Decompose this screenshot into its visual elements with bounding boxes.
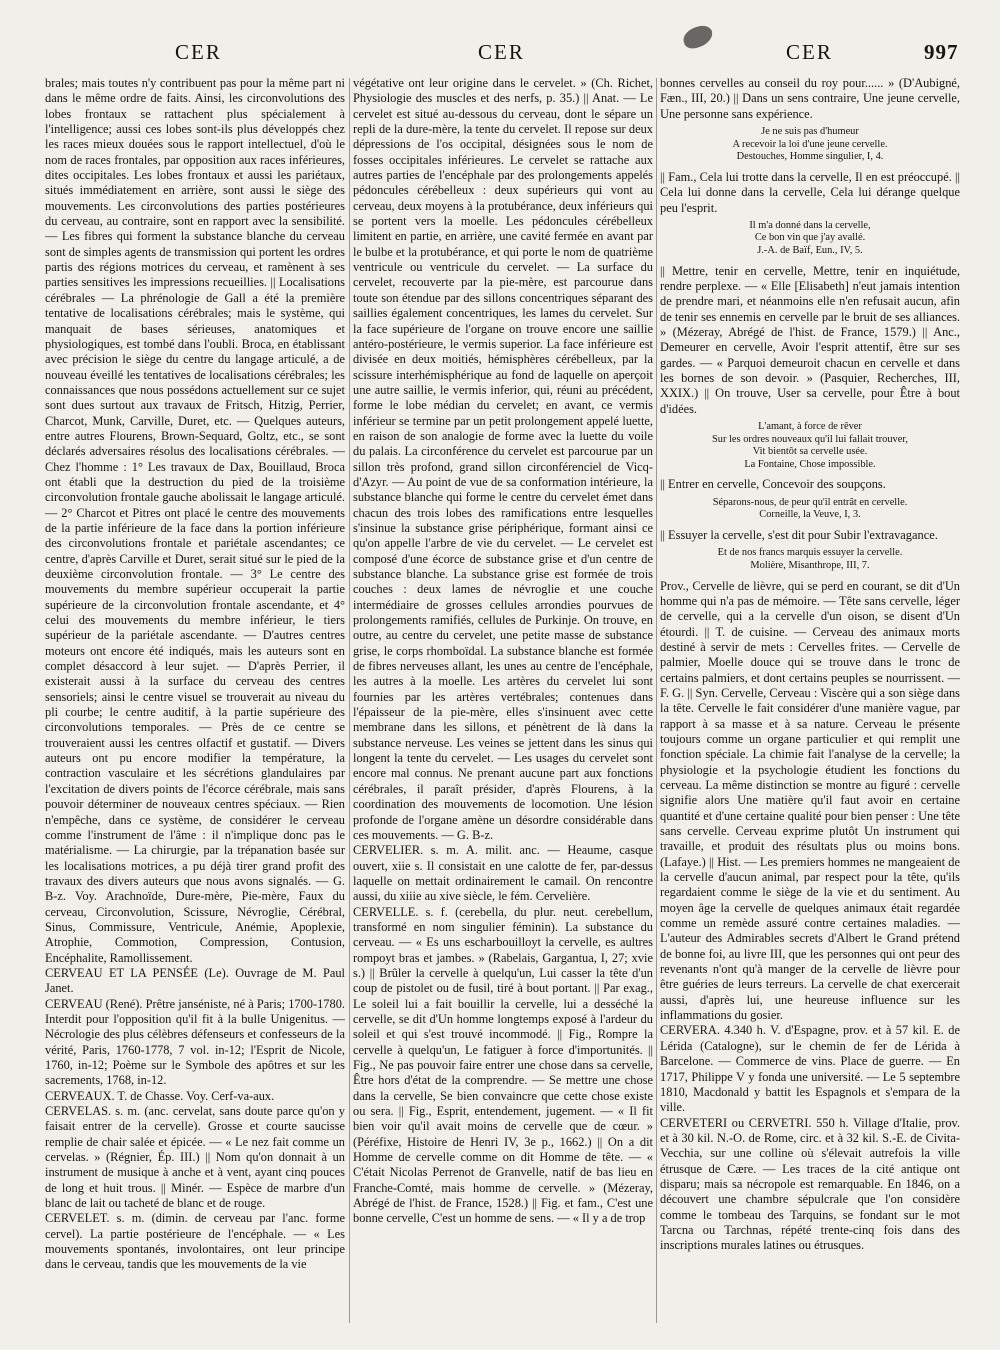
quote-line: Je ne suis pas d'humeur <box>761 126 859 138</box>
quote-attribution: Destouches, Homme singulier, I, 4. <box>736 151 884 163</box>
text-column-3 <box>660 76 960 1326</box>
entry-paragraph: végétative ont leur origine dans le cervelet. » (Ch. Richet, Physiologie des muscles et des nerfs, p. 35.) || Anat. — Le cervelet est situé au-dessous du cerveau, dont le sépare un repli de la dure-mère, la tente du cervelet. Il repose sur deux dépressions de l'os occipital, désignées sous le nom de fosses occipitales inférieures. Le cervelet se rattache aux autres parties de l'encéphale par des prolongements appelés pédoncules cérébelleux : deux supérieurs qui vont au cerveau, deux moyens à la protubérance, deux inférieurs qui se portent vers la moelle. Les pédoncules cérébelleux limitent en partie, en arrière, une cavité fermée en avant par le bulbe et la protubérance, et qui porte le nom de quatrième ventricule ou ventricule du cervelet. — La surface du cervelet, recouverte par la pie-mère, est parcourue dans toute son étendue par des sillons concentriques séparant des saillies également concentriques, les lames du cervelet. Sur la face supérieure de l'organe on trouve encore une saillie antéro-postérieure, le vermis superior. La face inférieure est divisée en deux moitiés, hémisphères cérébelleux, par la scissure interhémisphérique au fond de laquelle on aperçoit une autre saillie, le vermis inferior, qui, réuni au précédent, forme le lobe médian du cervelet; en avant, ce vermis inférieur se termine par un petit prolongement appelé luette, en raison de son analogie de forme avec la luette du voile du palais. La circonférence du cervelet est parcourue par un sillon très profond, grand sillon circonférenciel de Vicq-d'Azyr. — Au point de vue de sa conformation intérieure, la substance blanche qui forme le centre du cervelet émet dans chacun des trois lobes des ramifications entre lesquelles s'insinue la substance grise périphérique, formant ainsi ce qu'on appelle l'arbre de vie du cervelet. — Le cervelet est composé d'une écorce de substance grise et d'un centre de substance blanche. La substance grise est formée de trois couches : deux lames de névroglie et une couche intermédiaire de grosses cellules arrondies pourvues de prolongements ramifiés, cellules de Purkinje. On trouve, en outre, au centre du cervelet, une petite masse de substance grise, le corps rhomboïdal. La substance blanche est formée de fibres nerveuses allant, les unes au centre de l'encéphale, les autres à la moelle. Les artères du cervelet lui sont fournies par les artères vertébrales; contenues dans l'épaisseur de la pie-mère, elles s'insinuent avec cette membrane dans les sillons, et pénètrent de là dans la substance nerveuse. Les veines se jettent dans les sinus qui longent la tente du cervelet. — Les usages du cervelet sont encore mal connus. Ne prenant aucune part aux fonctions cérébrales, il paraît présider, d'après Flourens, à la coordination des mouvements de locomotion. Une lésion profonde de l'organe amène un désordre considérable dans ces mouvements. — G. B-z. <box>353 76 653 842</box>
column-divider <box>656 78 657 1323</box>
verse-quotation <box>660 547 960 572</box>
entry-paragraph: CERVEAU ET LA PENSÉE (Le). Ouvrage de M. Paul Janet. <box>45 965 345 996</box>
text-column-1 <box>45 76 345 1326</box>
column-divider <box>349 78 350 1323</box>
verse-quotation <box>660 421 960 471</box>
quote-attribution: Corneille, la Veuve, I, 3. <box>759 509 861 521</box>
running-head-left: CER <box>175 40 222 64</box>
entry-paragraph: CERVELLE. s. f. (cerebella, du plur. neut. cerebellum, transformé en nom singulier féminin). La substance du cerveau. — « Es uns escharbouilloyt la cervelle, es aultres rompoyt bras et jambes. » (Rabelais, Gargantua, I, 27; xvie s.) || Brûler la cervelle à quelqu'un, Lui casser la tête d'un coup de pistolet ou de fusil, tiré à bout portant. || Par exag., Le soleil lui a fait bouillir la cervelle, lui a desséché la cervelle, se dit d'Un homme longtemps exposé à l'ardeur du soleil et qui s'est trouvé incommodé. || Fig., Rompre la cervelle à quelqu'un, Le fatiguer à force d'importunités. || Fig., Ne pas pouvoir faire entrer une chose dans sa cervelle, Être hors d'état de la comprendre. — Se mettre une chose dans la cervelle, Se bien convaincre que cette chose existe ou sera. || Fig., Esprit, entendement, jugement. — « Il fit bien voir qu'il avait moins de cervelle que de cœur. » (Péréfixe, Histoire de Henri IV, 3e p., 1662.) || On a dit Homme de cervelle comme on dit Homme de tête. — « C'était Nicolas Perrenot de Granvelle, natif de bas lieu en Franche-Comté, mais homme de cervelle. » (Mézeray, Abrégé de l'hist. de France, 1528.) || Fig. et fam., C'est une bonne cervelle, C'est un homme de sens. — « Il y a de trop <box>353 904 653 1226</box>
text-column-2 <box>353 76 653 1326</box>
quote-line: A recevoir la loi d'une jeune cervelle. <box>732 138 888 150</box>
entry-paragraph: CERVEAUX. T. de Chasse. Voy. Cerf-va-aux. <box>45 1088 275 1103</box>
quote-line: Et de nos francs marquis essuyer la cervelle. <box>717 547 903 559</box>
entry-paragraph: CERVERA. 4.340 h. V. d'Espagne, prov. et à 57 kil. E. de Lérida (Catalogne), sur le chemin de fer de Lérida à Barcelone. — Commerce de vins. Place de guerre. — En 1717, Philippe V y fonda une université. — Le 5 septembre 1810, Macdonald y battit les Espagnols et s'empara de la ville. <box>660 1023 960 1115</box>
entry-paragraph: Prov., Cervelle de lièvre, qui se perd en courant, se dit d'Un homme qui n'a pas de mémoire. — Tête sans cervelle, léger de cervelle, qui a la cervelle d'un oison, se disent d'Un étourdi. || T. de cuisine. — Cerveau des animaux morts destiné à servir de mets : Cervelles frites. — Cervelle de palmier, Moelle douce qui se trouve dans le tronc de certains palmiers, et dont certains peuples se nourrissent. — F. G. || Syn. Cervelle, Cerveau : Viscère qui a son siège dans la tête. Cervelle le fait considérer d'une manière vague, par rapport à sa masse et à sa nature. Cerveau le présente toujours comme un organe particulier et qui remplit une fonction spéciale. La chimie fait l'analyse de la cervelle; la physiologie et la psychologie étudient les fonctions du cerveau. La même distinction se montre au figuré : cervelle signifie alors Une matière qu'il faut avoir en certaine quantité et d'une certaine qualité pour bien penser : Une tête sans cervelle. Cerveau exprime plutôt Un instrument qui travaille, et produit des résultats plus ou moins bons. (Lafaye.) || Hist. — Les premiers hommes ne mangeaient de la cervelle d'aucun animal, par respect pour la tête, qu'ils regardaient comme le siège de la vie et du sentiment. Au moyen âge la cervelle de quelques animaux était regardée comme un remède assuré contre certaines maladies. — L'auteur des Admirables secrets d'Albert le Grand prétend de bonne foi, au livre III, que les personnes qui ont peur des revenants n'ont qu'à manger de la cervelle de lièvre pour être guéries de leurs terreurs. La cervelle de chat exercerait aussi, d'après lui, une heureuse influence sur les inflammations du gosier. <box>660 578 960 1023</box>
quote-line: Il m'a donné dans la cervelle, <box>749 219 871 231</box>
running-head-right: CER <box>786 40 833 64</box>
verse-quotation <box>660 126 960 164</box>
quote-line: Séparons-nous, de peur qu'il entrât en cervelle. <box>712 496 908 508</box>
quote-line: Vit bientôt sa cervelle usée. <box>752 446 868 458</box>
quote-attribution: La Fontaine, Chose impossible. <box>744 458 876 470</box>
entry-paragraph: || Mettre, tenir en cervelle, Mettre, tenir en inquiétude, rendre perplexe. — « Elle [Elisabeth] n'eut jamais intention de prendre mari, et néanmoins elle n'en refusait aucun, afin de tenir ses ennemis en cervelle par le bruit de ses alliances. » (Mézeray, Abrégé de l'hist. de France, 1579.) || Anc., Demeurer en cervelle, Avoir l'esprit attentif, être sur ses gardes. — « Parquoi demeuroit chacun en cervelle et dans les bornes de son devoir. » (Pasquier, Recherches, III, XXIX.) || On trouve, User sa cervelle, pour Être à bout d'idées. <box>660 263 960 416</box>
entry-paragraph: brales; mais toutes n'y contribuent pas pour la même part ni dans le même ordre de faits. Ainsi, les circonvolutions des lobes frontaux se rattachent plus spécialement à l'intelligence; aussi ces lobes sont-ils plus développés chez les races mieux douées sous le rapport intellectuel, d'où le nom de races frontales, par opposition aux races inférieures, dites occipitales. Les lobes frontaux et aussi les pariétaux, situés immédiatement en arrière, sont aussi le siège des mouvements. Les circonvolutions des parties postérieures du cerveau, au contraire, sont en rapport avec la sensibilité. — Les fibres qui forment la substance blanche du cerveau sont de simples agents de transmission qui portent les ordres partis des régions motrices du cerveau, et ramènent à ses parties sensitives les impressions recueillies. || Localisations cérébrales — La phrénologie de Gall a été la première tentative de localisations cérébrales; mais le système, qui manquait de bases sérieuses, anatomiques et physiologiques, est tombé dans l'oubli. Broca, en établissant avec précision le siège du centre du langage articulé, a de nouveau éveillé les tentatives de localisations cérébrales; les connaissances que nous possédons actuellement sur ce sujet sont dues surtout aux travaux de Fritsch, Hitzig, Perrier, Charcot, Munk, Carville, Duret, etc. — Quelques auteurs, entre autres Flourens, Brown-Sequard, Goltz, etc., se sont déclarés adversaires résolus des localisations cérébrales. — Chez l'homme : 1° Les travaux de Dax, Bouillaud, Broca ont établi que la destruction du pied de la troisième circonvolution frontale gauche abolissait le langage articulé. — 2° Charcot et Pitres ont placé le centre des mouvements de la partie inférieure de la face dans la portion inférieure des circonvolutions frontale et pariétale ascendantes; ce centre, d'après Carville et Duret, serait situé sur le pied de la deuxième circonvolution frontale. — 3° Le centre des mouvements du membre supérieur occuperait la partie supérieure de la circonvolution frontale ascendante, et 4° celui des mouvements du membre inférieur, le tiers supérieur de la pariétale ascendante. — D'autres centres moteurs ont encore été indiqués, mais les auteurs sont en complet désaccord à leur sujet. — D'après Perrier, il existerait aussi à la surface du cerveau des centres sensoriels; ainsi le centre visuel se trouverait au niveau du pli courbe; le centre auditif, à la partie supérieure des circonvolutions temporales. — Près de ce centre se trouveraient aussi les centres olfactif et gustatif. — Divers auteurs ont pu encore modifier la température, la contraction vasculaire et les sécrétions glandulaires par l'excitation de divers points de l'écorce cérébrale, mais sans pouvoir déterminer de nouveaux centres spéciaux. — Rien n'empêche, dans ce système, de considérer le cerveau comme l'instrument de l'âme : il n'implique donc pas le matérialisme. — La chirurgie, par la trépanation basée sur les localisations motrices, a pu déjà tirer grand profit des travaux des divers auteurs que nous avons signalés. — G. B-z. Voy. Arachnoïde, Dure-mère, Pie-mère, Faux du cerveau, Circonvolution, Scissure, Névroglie, Cérébral, Sinus, Commissure, Ventricule, Anémie, Apoplexie, Atrophie, Commotion, Compression, Contusion, Encéphalite, Ramollissement. <box>45 76 345 965</box>
quote-attribution: J.-A. de Baïf, Eun., IV, 5. <box>757 245 863 257</box>
entry-paragraph: CERVETERI ou CERVETRI. 550 h. Village d'Italie, prov. et à 30 kil. N.-O. de Rome, circ. et à 32 kil. S.-E. de Civita-Vecchia, sur une colline où s'élevait autrefois la ville étrusque de Cære. — Les traces de la cité antique ont disparu; mais sa nécropole est remarquable. En 1846, on a découvert une chambre sépulcrale que l'on considère comme le tombeau des Tarquins, se fondant sur le mot Tarcna ou Tarchnas, répété trente-cinq fois dans des inscriptions murales latines ou étrusques. <box>660 1115 960 1253</box>
entry-paragraph: || Essuyer la cervelle, s'est dit pour Subir l'extravagance. <box>660 527 938 542</box>
quote-line: L'amant, à force de rêver <box>758 421 862 433</box>
verse-quotation <box>660 220 960 258</box>
entry-paragraph: CERVELIER. s. m. A. milit. anc. — Heaume, casque ouvert, xiie s. Il consistait en une calotte de fer, par-dessus laquelle on mettait ordinairement le camail. On rencontre aussi, du xiiie au xive siècle, le fém. Cervelière. <box>353 843 653 904</box>
quote-line: Ce bon vin que j'ay avallé. <box>754 232 866 244</box>
entry-paragraph: bonnes cervelles au conseil du roy pour...... » (D'Aubigné, Fæn., III, 20.) || Dans un sens contraire, Une jeune cervelle, Une personne sans expérience. <box>660 76 960 121</box>
quote-line: Sur les ordres nouveaux qu'il lui fallait trouver, <box>712 433 908 445</box>
entry-paragraph: || Fam., Cela lui trotte dans la cervelle, Il en est préoccupé. || Cela lui donne dans la cervelle, Cela lui dérange quelque peu l'esprit. <box>660 169 960 215</box>
entry-paragraph: CERVELAS. s. m. (anc. cervelat, sans doute parce qu'on y faisait entrer de la cervelle). Grosse et courte saucisse remplie de chair salée et épicée. — « Le nez fait comme un cervelas. » (Régnier, Ép. III.) || Nom qu'on donnait à un instrument de musique à anche et à vent, ayant cinq pouces de long et huit trous. || Minér. — Espèce de marbre d'un blanc de lait ou tacheté de blanc et de rouge. <box>45 1104 345 1211</box>
running-head-center: CER <box>478 40 525 64</box>
entry-paragraph: || Entrer en cervelle, Concevoir des soupçons. <box>660 477 886 492</box>
page-number: 997 <box>924 40 959 64</box>
quote-attribution: Molière, Misanthrope, III, 7. <box>750 559 870 571</box>
page-header <box>0 40 1000 76</box>
entry-paragraph: CERVELET. s. m. (dimin. de cerveau par l'anc. forme cervel). La partie postérieure de l'encéphale. — « Les mouvements spontanés, involontaires, ont leur principe dans le cerveau, tandis que les mouvements de la vie <box>45 1211 345 1272</box>
entry-paragraph: CERVEAU (René). Prêtre janséniste, né à Paris; 1700-1780. Interdit pour l'opposition qu'il fit à la bulle Unigenitus. — Nécrologie des plus célèbres défenseurs et confesseurs de la vérité, Paris, 1760-1778, 7 vol. in-12; l'Esprit de Nicole, 1760, in-12; Poème sur le Symbole des apôtres et sur les sacrements, 1768, in-12. <box>45 996 345 1088</box>
verse-quotation <box>660 497 960 522</box>
